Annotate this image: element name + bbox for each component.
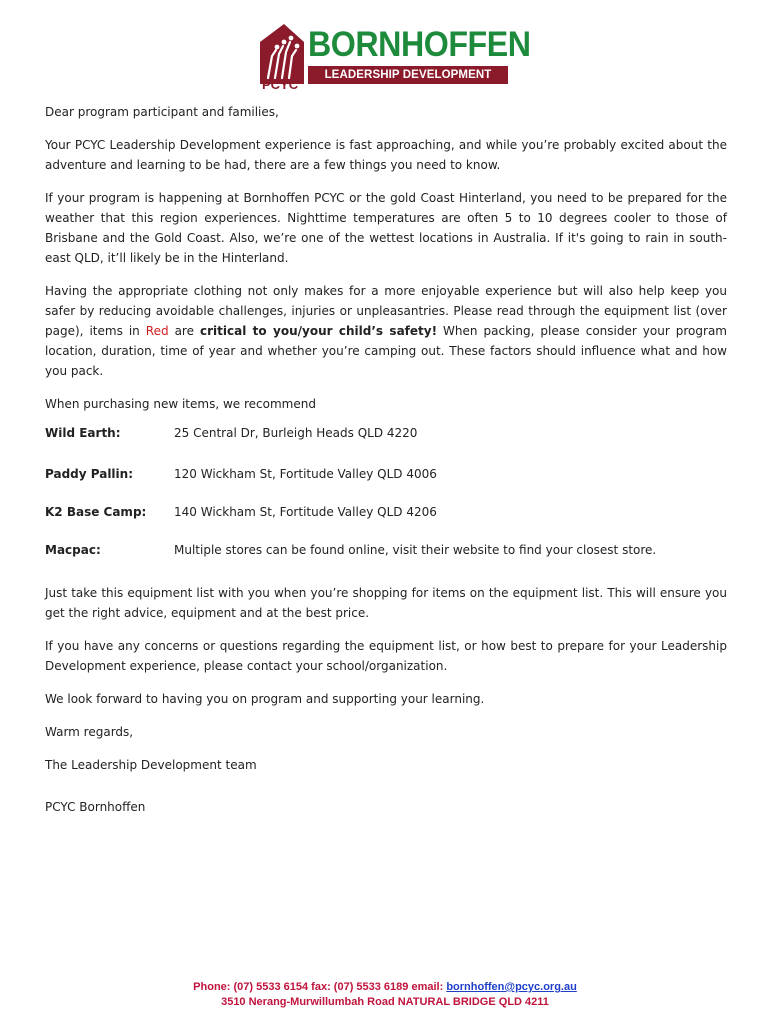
store-address: Multiple stores can be found online, visit their website to find your closest store. — [174, 543, 657, 557]
footer-address: 3510 Nerang-Murwillumbah Road NATURAL BRIDGE QLD 4211 — [221, 996, 549, 1008]
logo-org-name: PCYC — [262, 77, 299, 92]
footer-contact — [0, 980, 770, 995]
recommend-intro: When purchasing new items, we recommend — [45, 397, 316, 411]
team-name: The Leadership Development team — [45, 758, 257, 772]
store-address: 25 Central Dr, Burleigh Heads QLD 4220 — [174, 426, 418, 440]
paragraph-clothing — [45, 281, 727, 381]
store-name: K2 Base Camp: — [45, 505, 147, 519]
clothing-text-b: are — [168, 324, 200, 338]
paragraph-weather: If your program is happening at Bornhoffen PCYC or the gold Coast Hinterland, you need to be prepared for the weather that this region experiences. Nighttime temperatures are often 5 to 10 degrees cooler to those of Brisbane and the Gold Coast. Also, we’re one of the wettest locations in Australia. If it's going to rain in south-east QLD, it’ll likely be in the Hinterland. — [45, 191, 727, 265]
sign-off: Warm regards, — [45, 725, 134, 739]
email-link[interactable]: bornhoffen@pcyc.org.au — [446, 981, 577, 993]
paragraph-contact: If you have any concerns or questions regarding the equipment list, or how best to prepare for your Leadership Development experience, please contact your school/organization. — [45, 639, 727, 673]
store-name: Paddy Pallin: — [45, 467, 134, 481]
store-name: Wild Earth: — [45, 426, 121, 440]
store-address: 120 Wickham St, Fortitude Valley QLD 4006 — [174, 467, 437, 481]
clothing-text-a: Having the appropriate clothing not only makes for a more enjoyable experience but will also help keep you safer by reducing avoidable challenges, injuries or unpleasantries. Please read through the equipment list (over page), items in — [45, 284, 727, 338]
logo-subtitle: LEADERSHIP DEVELOPMENT CENTRE — [308, 66, 508, 84]
store-name: Macpac: — [45, 543, 101, 557]
signature: PCYC Bornhoffen — [45, 800, 146, 814]
red-highlight: Red — [145, 324, 169, 338]
store-row — [45, 502, 727, 522]
greeting: Dear program participant and families, — [45, 105, 279, 119]
store-row — [45, 423, 727, 443]
logo-title: BORNHOFFEN — [308, 25, 531, 64]
store-row — [45, 464, 727, 484]
organisation-logo — [258, 22, 531, 99]
paragraph-intro: Your PCYC Leadership Development experience is fast approaching, and while you’re probably excited about the adventure and learning to be had, there are a few things you need to know. — [45, 138, 727, 172]
paragraph-closing: We look forward to having you on program and supporting your learning. — [45, 692, 485, 706]
store-address: 140 Wickham St, Fortitude Valley QLD 4206 — [174, 505, 437, 519]
footer-phone-fax: Phone: (07) 5533 6154 fax: (07) 5533 6189 email: — [193, 981, 447, 993]
paragraph-shopping: Just take this equipment list with you when you’re shopping for items on the equipment list. This will ensure you get the right advice, equipment and at the best price. — [45, 586, 727, 620]
safety-emphasis: critical to you/your child’s safety! — [199, 324, 438, 338]
clothing-text-c: When packing, please consider your program location, duration, time of year and whether you’re camping out. These factors should influence what and how you pack. — [45, 324, 727, 378]
store-row — [45, 540, 727, 560]
letter-body — [45, 102, 727, 830]
